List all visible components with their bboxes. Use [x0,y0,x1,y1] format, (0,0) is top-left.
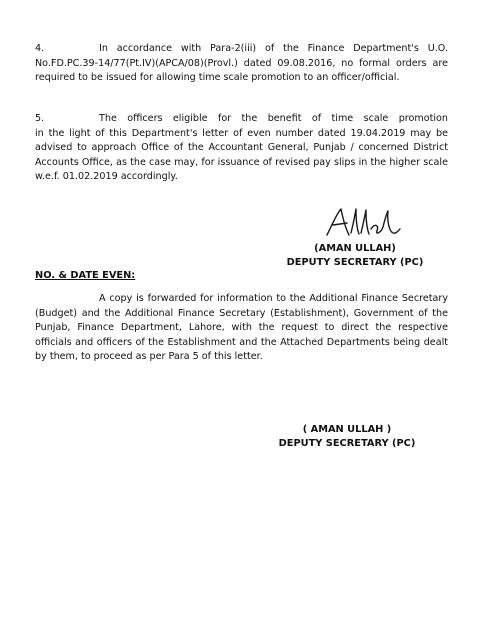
reference-heading: NO. & DATE EVEN: [35,270,136,281]
paragraph-4-number: 4. [35,43,45,54]
paragraph-5-body: in the light of this Department's letter of even number dated 19.04.2019 may be advised to approach Office of the Accountant General, Punjab / concerned District Accounts Office, as the case may, for issuance of revised pay slips in the higher scale w.e.f. 01.02.2019 accordingly. [35,127,448,183]
paragraph-5-number: 5. [35,113,45,124]
paragraph-4 [35,42,448,86]
paragraph-5-lead-line [35,112,448,127]
signatory-name: (AMAN ULLAH) [314,243,396,254]
signatory-name: ( AMAN ULLAH ) [302,424,392,435]
paragraph-4-lead-line [35,42,448,57]
paragraph-4-lead-text: In accordance with Para-2(iii) of the Finance Department's U.O. [99,43,448,54]
signature-block-2 [247,423,447,451]
copy-paragraph: A copy is forwarded for information to the Additional Finance Secretary (Budget) and the Additional Finance Secretary (Establishment), Government of the Punjab, Finance Department, Lahore, with the request to direct the respective officials and officers of the Establishment and the Attached Departments being dealt by them, to proceed as per Para 5 of this letter. [35,293,448,363]
paragraph-4-body: No.FD.PC.39-14/77(Pt.IV)(APCA/08)(Provl.) dated 09.08.2016, no formal orders are required to be issued for allowing time scale promotion to an officer/official. [35,57,448,84]
paragraph-5 [35,112,448,185]
signatory-title: DEPUTY SECRETARY (PC) [278,438,416,449]
signatory-title: DEPUTY SECRETARY (PC) [286,257,424,268]
signature-block-1 [255,242,455,270]
paragraph-5-lead-text: The officers eligible for the benefit of time scale promotion [99,113,448,124]
handwritten-signature [323,205,403,241]
